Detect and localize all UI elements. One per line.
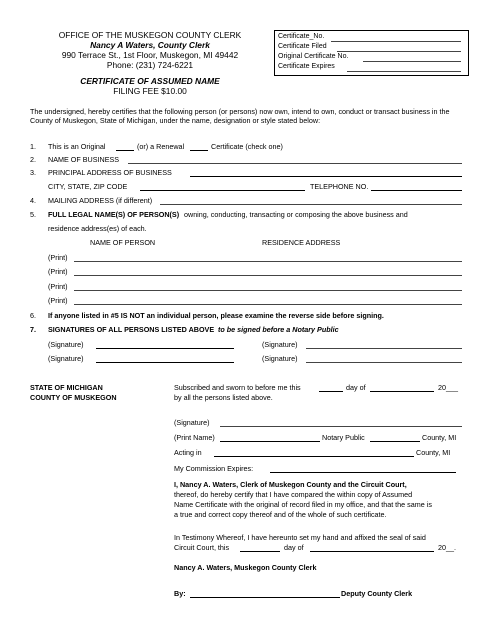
commission-expires-label: My Commission Expires: [174,464,254,473]
item-1-number: 1. [30,142,36,151]
business-name-label: NAME OF BUSINESS [48,155,120,164]
print-label-1: (Print) [48,253,68,262]
testimony-text-2: Circuit Court, this [174,543,230,552]
sworn-text: Subscribed and sworn to before me this [174,383,301,392]
legal-names-description-2: residence address(es) of each. [48,224,147,233]
signature-label-4: (Signature) [262,354,298,363]
item-4-number: 4. [30,196,36,205]
deputy-signature-field[interactable] [190,597,340,598]
mailing-address-label: MAILING ADDRESS (if different) [48,196,153,205]
county-of-muskegon: COUNTY OF MUSKEGON [30,393,117,402]
state-of-michigan: STATE OF MICHIGAN [30,383,103,392]
print-field-1[interactable] [74,261,462,262]
item-2-number: 2. [30,155,36,164]
testimony-year: 20__. [438,543,456,552]
print-field-2[interactable] [74,275,462,276]
legal-names-heading: FULL LEGAL NAME(S) OF PERSON(S) [48,210,180,219]
signature-label-2: (Signature) [262,340,298,349]
testimony-day-of: day of [284,543,304,552]
signature-field-4[interactable] [306,362,462,363]
notary-print-name-field[interactable] [220,441,320,442]
item-6-number: 6. [30,311,36,320]
renewal-checkbox-line[interactable] [190,150,208,151]
notary-public-label: Notary Public [322,433,365,442]
city-state-zip-field[interactable] [140,190,305,191]
telephone-field[interactable] [371,190,462,191]
certificate-expires-label: Certificate Expires [278,63,335,70]
office-title: OFFICE OF THE MUSKEGON COUNTY CLERK [58,30,242,40]
notary-signature-label: (Signature) [174,418,210,427]
item-6-notice: If anyone listed in #5 IS NOT an individual person, please examine the reverse side before signing. [48,311,384,320]
office-address: 990 Terrace St., 1st Floor, Muskegon, MI 49442 [61,50,239,60]
print-label-3: (Print) [48,282,68,291]
clerk-certification-3: a true and correct copy thereof and of the whole of such certificate. [174,510,387,519]
column-name-of-person: NAME OF PERSON [90,238,156,247]
principal-address-label: PRINCIPAL ADDRESS OF BUSINESS [48,168,172,177]
signature-label-1: (Signature) [48,340,84,349]
clerk-certification-heading: I, Nancy A. Waters, Clerk of Muskegon County and the Circuit Court, [174,480,407,489]
sworn-day-of: day of [346,383,366,392]
print-field-4[interactable] [74,304,462,305]
certificate-title: CERTIFICATE OF ASSUMED NAME [80,76,220,86]
item-3-number: 3. [30,168,36,177]
testimony-day-field[interactable] [240,551,280,552]
certificate-filed-field[interactable] [337,51,461,52]
clerk-certification-1: thereof, do hereby certify that I have compared the within copy of Assumed [174,490,413,499]
acting-in-field[interactable] [214,456,414,457]
testimony-month-field[interactable] [310,551,434,552]
testimony-text-1: In Testimony Whereof, I have hereunto set my hand and affixed the seal of said [174,533,426,542]
city-state-zip-label: CITY, STATE, ZIP CODE [48,182,128,191]
signature-field-3[interactable] [96,362,234,363]
print-field-3[interactable] [74,290,462,291]
print-label-4: (Print) [48,296,68,305]
certificate-expires-field[interactable] [347,71,461,72]
legal-names-description: owning, conducting, transacting or composing the above business and [184,210,408,219]
business-name-field[interactable] [128,163,462,164]
commission-expires-field[interactable] [270,472,456,473]
notary-signature-field[interactable] [220,426,462,427]
clerk-certification-2: Name Certificate with the original of record filed in my office, and that the same is [174,500,432,509]
certificate-number-label: Certificate_No. [278,33,325,40]
filing-fee: FILING FEE $10.00 [113,86,187,96]
item-5-number: 5. [30,210,36,219]
signatures-notary-note: to be signed before a Notary Public [218,325,339,334]
office-phone: Phone: (231) 724-6221 [106,60,194,70]
sworn-year: 20___ [438,383,458,392]
signature-label-3: (Signature) [48,354,84,363]
certificate-filed-label: Certificate Filed [278,43,327,50]
mailing-address-field[interactable] [160,204,462,205]
original-certificate-field[interactable] [363,61,461,62]
sworn-month-field[interactable] [370,391,434,392]
signature-field-1[interactable] [96,348,234,349]
principal-address-field[interactable] [190,176,462,177]
acting-in-label: Acting in [174,448,202,457]
certificate-info-box [274,30,469,76]
sworn-text-2: by all the persons listed above. [174,393,273,402]
notary-county-mi: County, MI [422,433,457,442]
original-checkbox-line[interactable] [116,150,134,151]
acting-in-county-mi: County, MI [416,448,451,457]
notary-print-name-label: (Print Name) [174,433,215,442]
print-label-2: (Print) [48,267,68,276]
clerk-name: Nancy A Waters, County Clerk [90,40,210,50]
notary-county-field[interactable] [370,441,420,442]
intro-paragraph: The undersigned, hereby certifies that the following person (or persons) now own, intend to own, conduct or transact business in the County of Muskegon, State of Michigan, under the name, designation or style stated below: [30,107,450,125]
item-1-original-label: This is an Original [48,142,106,151]
telephone-label: TELEPHONE NO. [310,182,369,191]
by-label: By: [174,589,186,598]
item-1-renewal-label: (or) a Renewal [137,142,185,151]
clerk-signature-name: Nancy A. Waters, Muskegon County Clerk [174,563,317,572]
signatures-heading: SIGNATURES OF ALL PERSONS LISTED ABOVE [48,325,215,334]
original-certificate-label: Original Certificate No. [278,53,349,60]
certificate-number-field[interactable] [331,41,461,42]
column-residence-address: RESIDENCE ADDRESS [262,238,341,247]
item-7-number: 7. [30,325,36,334]
deputy-county-clerk: Deputy County Clerk [341,589,413,598]
signature-field-2[interactable] [306,348,462,349]
sworn-day-field[interactable] [319,391,343,392]
item-1-check-one: Certificate (check one) [211,142,283,151]
